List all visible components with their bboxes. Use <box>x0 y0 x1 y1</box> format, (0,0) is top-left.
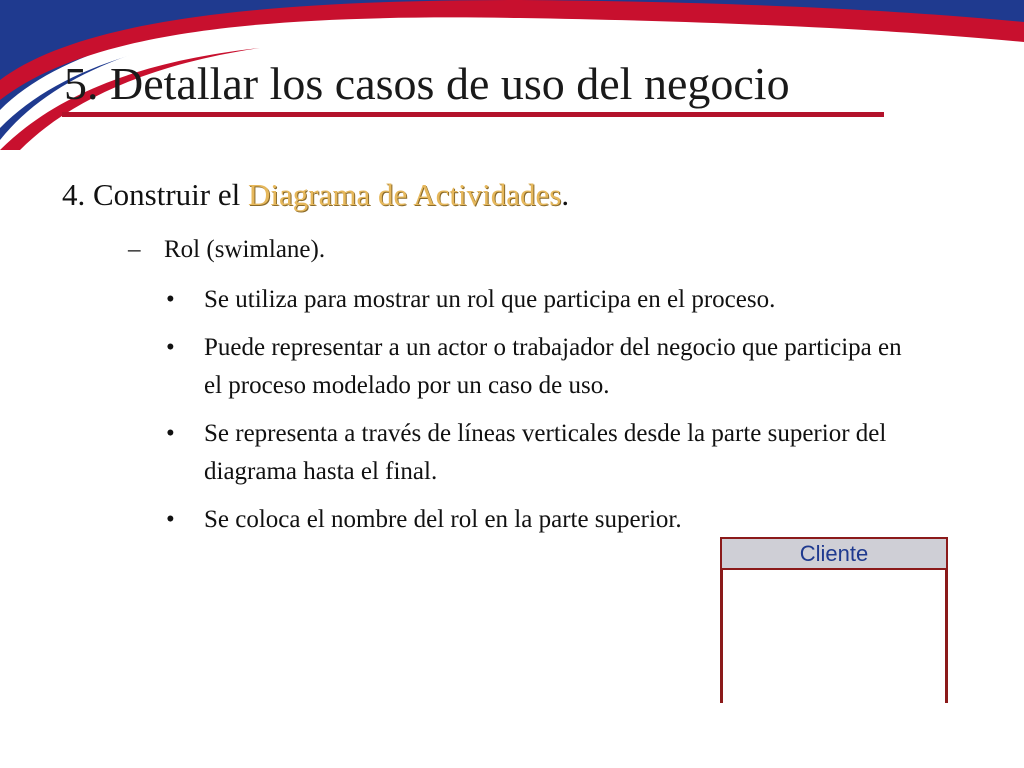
level2-item <box>128 233 325 267</box>
slide-title: 5. Detallar los casos de uso del negocio <box>64 58 790 109</box>
swimlane-right-line <box>945 570 948 703</box>
bullet-dot-icon: • <box>166 506 175 533</box>
bullet-item <box>162 281 922 319</box>
bullet-text: Se utiliza para mostrar un rol que participa en el proceso. <box>204 286 776 313</box>
bullet-item <box>162 329 922 405</box>
level1-prefix: 4. Construir el <box>62 177 248 212</box>
bullet-dot-icon: • <box>166 334 175 361</box>
bullet-text: Puede representar a un actor o trabajador del negocio que participa en el proceso modelado por un caso de uso. <box>204 334 902 399</box>
swimlane-diagram <box>720 537 948 703</box>
bullet-text: Se representa a través de líneas verticales desde la parte superior del diagrama hasta el final. <box>204 420 887 485</box>
bullet-item <box>162 501 922 539</box>
dash-bullet: – <box>128 236 141 263</box>
title-underline <box>62 112 884 117</box>
bullet-dot-icon: • <box>166 420 175 447</box>
swimlane-header: Cliente <box>720 537 948 570</box>
level2-text: Rol (swimlane). <box>164 236 326 263</box>
level1-suffix: . <box>561 177 570 212</box>
bullet-list <box>162 281 922 549</box>
swimlane-left-line <box>720 570 723 703</box>
bullet-text: Se coloca el nombre del rol en la parte superior. <box>204 506 682 533</box>
level1-item <box>62 175 569 215</box>
bullet-dot-icon: • <box>166 286 175 313</box>
level1-highlight: Diagrama de Actividades <box>248 177 562 212</box>
bullet-item <box>162 415 922 491</box>
